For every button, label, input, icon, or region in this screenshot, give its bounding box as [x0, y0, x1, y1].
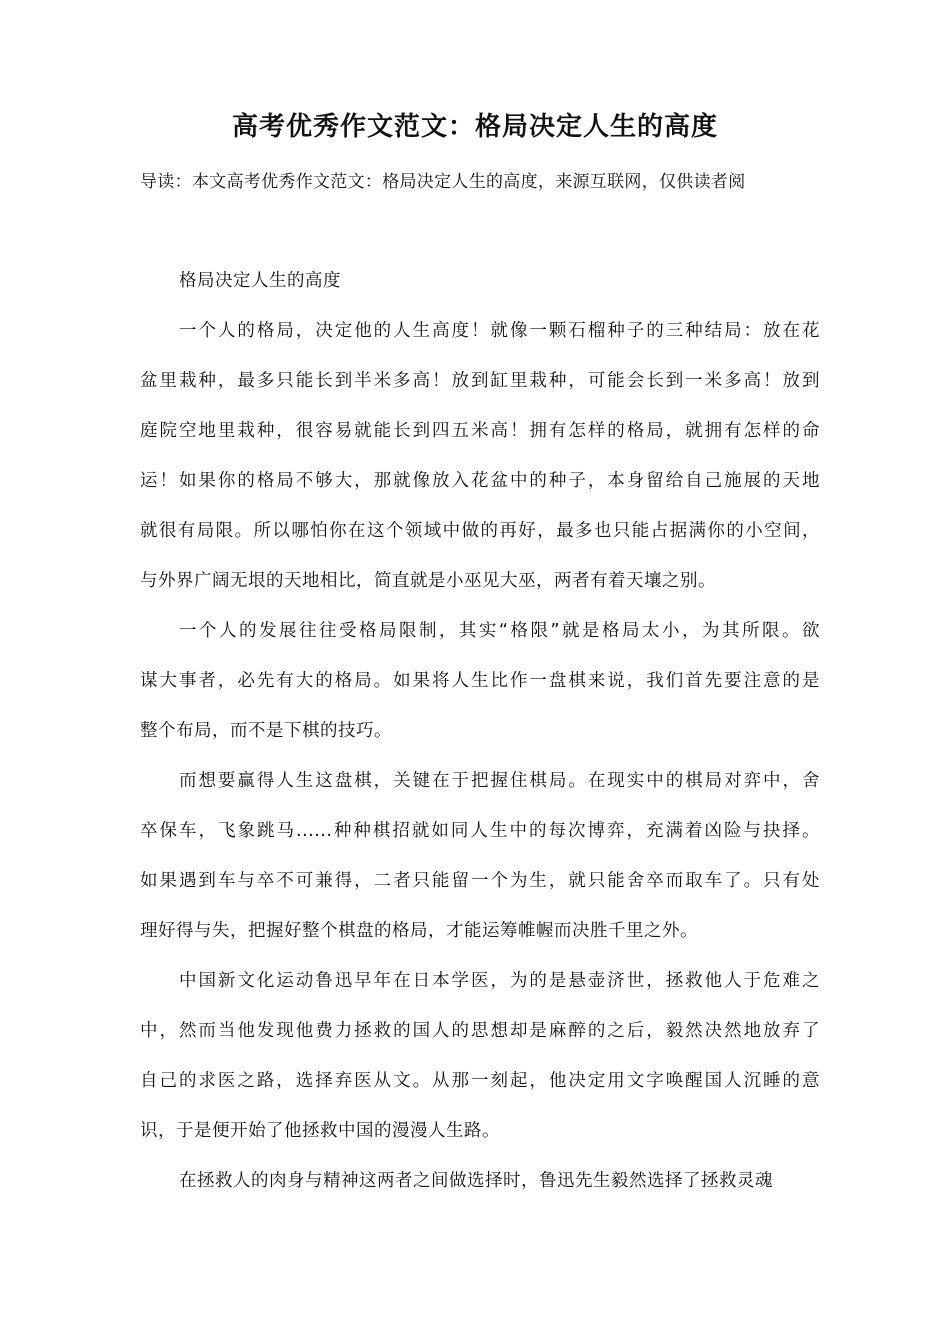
paragraph	[140, 606, 820, 756]
paragraph-line: 庭院空地里栽种，很容易就能长到四五米高！拥有怎样的格局，就拥有怎样的命	[140, 421, 820, 441]
paragraph-line: 一个人的发展往往受格局限制，其实“格限”就是格局太小，为其所限。欲	[179, 621, 820, 641]
paragraph-line: 中，然而当他发现他费力拯救的国人的思想却是麻醉的之后，毅然决然地放弃了	[140, 1021, 820, 1041]
document-body	[140, 256, 820, 1206]
paragraph	[140, 756, 820, 956]
paragraph-line: 中国新文化运动鲁迅早年在日本学医，为的是悬壶济世，拯救他人于危难之	[179, 971, 820, 991]
paragraph	[140, 306, 820, 606]
document-lead: 导读：本文高考优秀作文范文：格局决定人生的高度，来源互联网，仅供读者阅	[140, 172, 746, 192]
paragraph-line: 而想要赢得人生这盘棋，关键在于把握住棋局。在现实中的棋局对弈中，舍	[179, 771, 820, 791]
paragraph-line: 在拯救人的肉身与精神这两者之间做选择时，鲁迅先生毅然选择了拯救灵魂	[179, 1171, 773, 1191]
paragraph-line: 就很有局限。所以哪怕你在这个领域中做的再好，最多也只能占据满你的小空间，	[140, 521, 820, 541]
paragraph-line: 如果遇到车与卒不可兼得，二者只能留一个为生，就只能舍卒而取车了。只有处	[140, 871, 820, 891]
paragraph-line: 识，于是便开始了他拯救中国的漫漫人生路。	[140, 1121, 500, 1141]
paragraph	[140, 1156, 820, 1206]
paragraph-line: 理好得与失，把握好整个棋盘的格局，才能运筹帷幄而决胜千里之外。	[140, 921, 698, 941]
paragraph-line: 卒保车，飞象跳马......种种棋招就如同人生中的每次博弈，充满着凶险与抉择。	[140, 821, 820, 841]
paragraph-line: 整个布局，而不是下棋的技巧。	[140, 721, 392, 741]
paragraph-line: 格局决定人生的高度	[179, 271, 341, 291]
paragraph	[140, 956, 820, 1156]
paragraph-line: 与外界广阔无垠的天地相比，简直就是小巫见大巫，两者有着天壤之别。	[140, 571, 716, 591]
paragraph-line: 盆里栽种，最多只能长到半米多高！放到缸里栽种，可能会长到一米多高！放到	[140, 371, 820, 391]
paragraph-line: 谋大事者，必先有大的格局。如果将人生比作一盘棋来说，我们首先要注意的是	[140, 671, 820, 691]
document-title: 高考优秀作文范文：格局决定人生的高度	[231, 112, 718, 142]
paragraph-line: 一个人的格局，决定他的人生高度！就像一颗石榴种子的三种结局：放在花	[179, 321, 820, 341]
paragraph-line: 运！如果你的格局不够大，那就像放入花盆中的种子，本身留给自己施展的天地	[140, 471, 820, 491]
paragraph-line: 自己的求医之路，选择弃医从文。从那一刻起，他决定用文字唤醒国人沉睡的意	[140, 1071, 820, 1091]
section-heading	[140, 256, 820, 306]
